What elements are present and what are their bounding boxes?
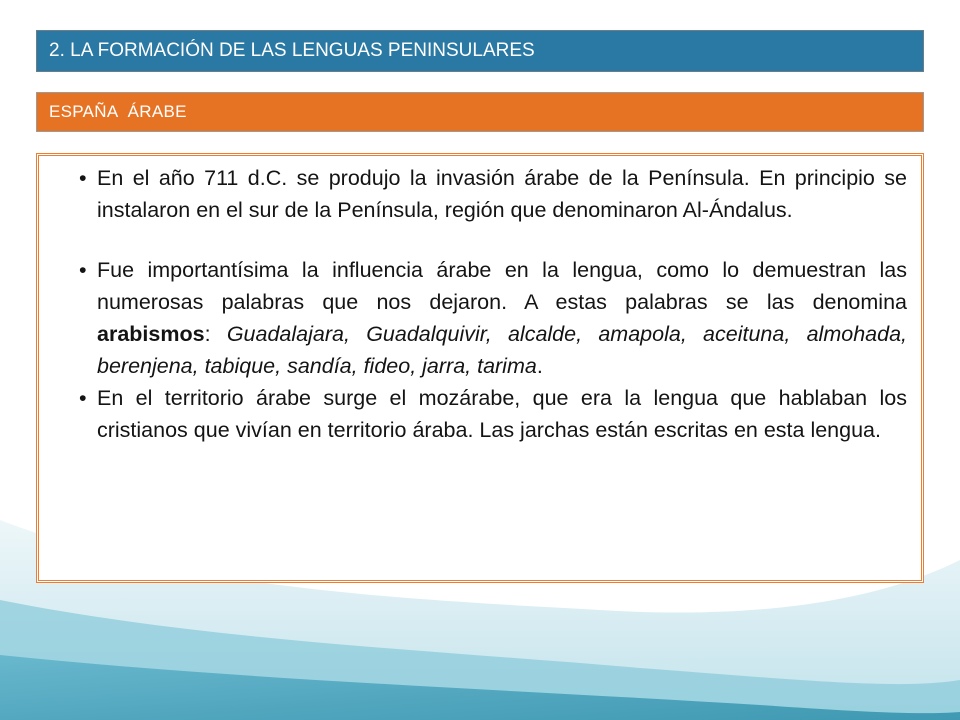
bullet-item — [79, 162, 907, 226]
section-title: 2. LA FORMACIÓN DE LAS LENGUAS PENINSULARES — [49, 40, 535, 61]
bullet-colon: : — [204, 322, 227, 346]
bullet-end: . — [536, 354, 543, 378]
bullet-text-intro: Fue importantísima la influencia árabe en la lengua, como lo demuestran las numerosas palabras que nos dejaron. A estas palabras se las denomina — [97, 258, 907, 314]
bullet-list — [79, 162, 907, 446]
content-box — [36, 153, 924, 583]
bullet-dot: • — [79, 386, 87, 410]
bullet-item — [79, 382, 907, 446]
subsection-title-bar — [36, 92, 924, 132]
bullet-text: En el territorio árabe surge el mozárabe, que era la lengua que hablaban los cristianos que vivían en territorio áraba. Las jarchas están escritas en esta lengua. — [97, 386, 907, 442]
bullet-dot: • — [79, 258, 87, 282]
bullet-examples: Guadalajara, Guadalquivir, alcalde, amapola, aceituna, almohada, berenjena, tabique, sandía, fideo, jarra, tarima — [97, 322, 907, 378]
subsection-title: ESPAÑA ÁRABE — [49, 102, 187, 121]
section-title-bar — [36, 30, 924, 72]
bullet-term-arabismos: arabismos — [97, 322, 205, 346]
bullet-item — [79, 254, 907, 382]
bullet-text: En el año 711 d.C. se produjo la invasión árabe de la Península. En principio se instalaron en el sur de la Península, región que denominaron Al-Ándalus. — [97, 166, 907, 222]
bullet-dot: • — [79, 166, 87, 190]
